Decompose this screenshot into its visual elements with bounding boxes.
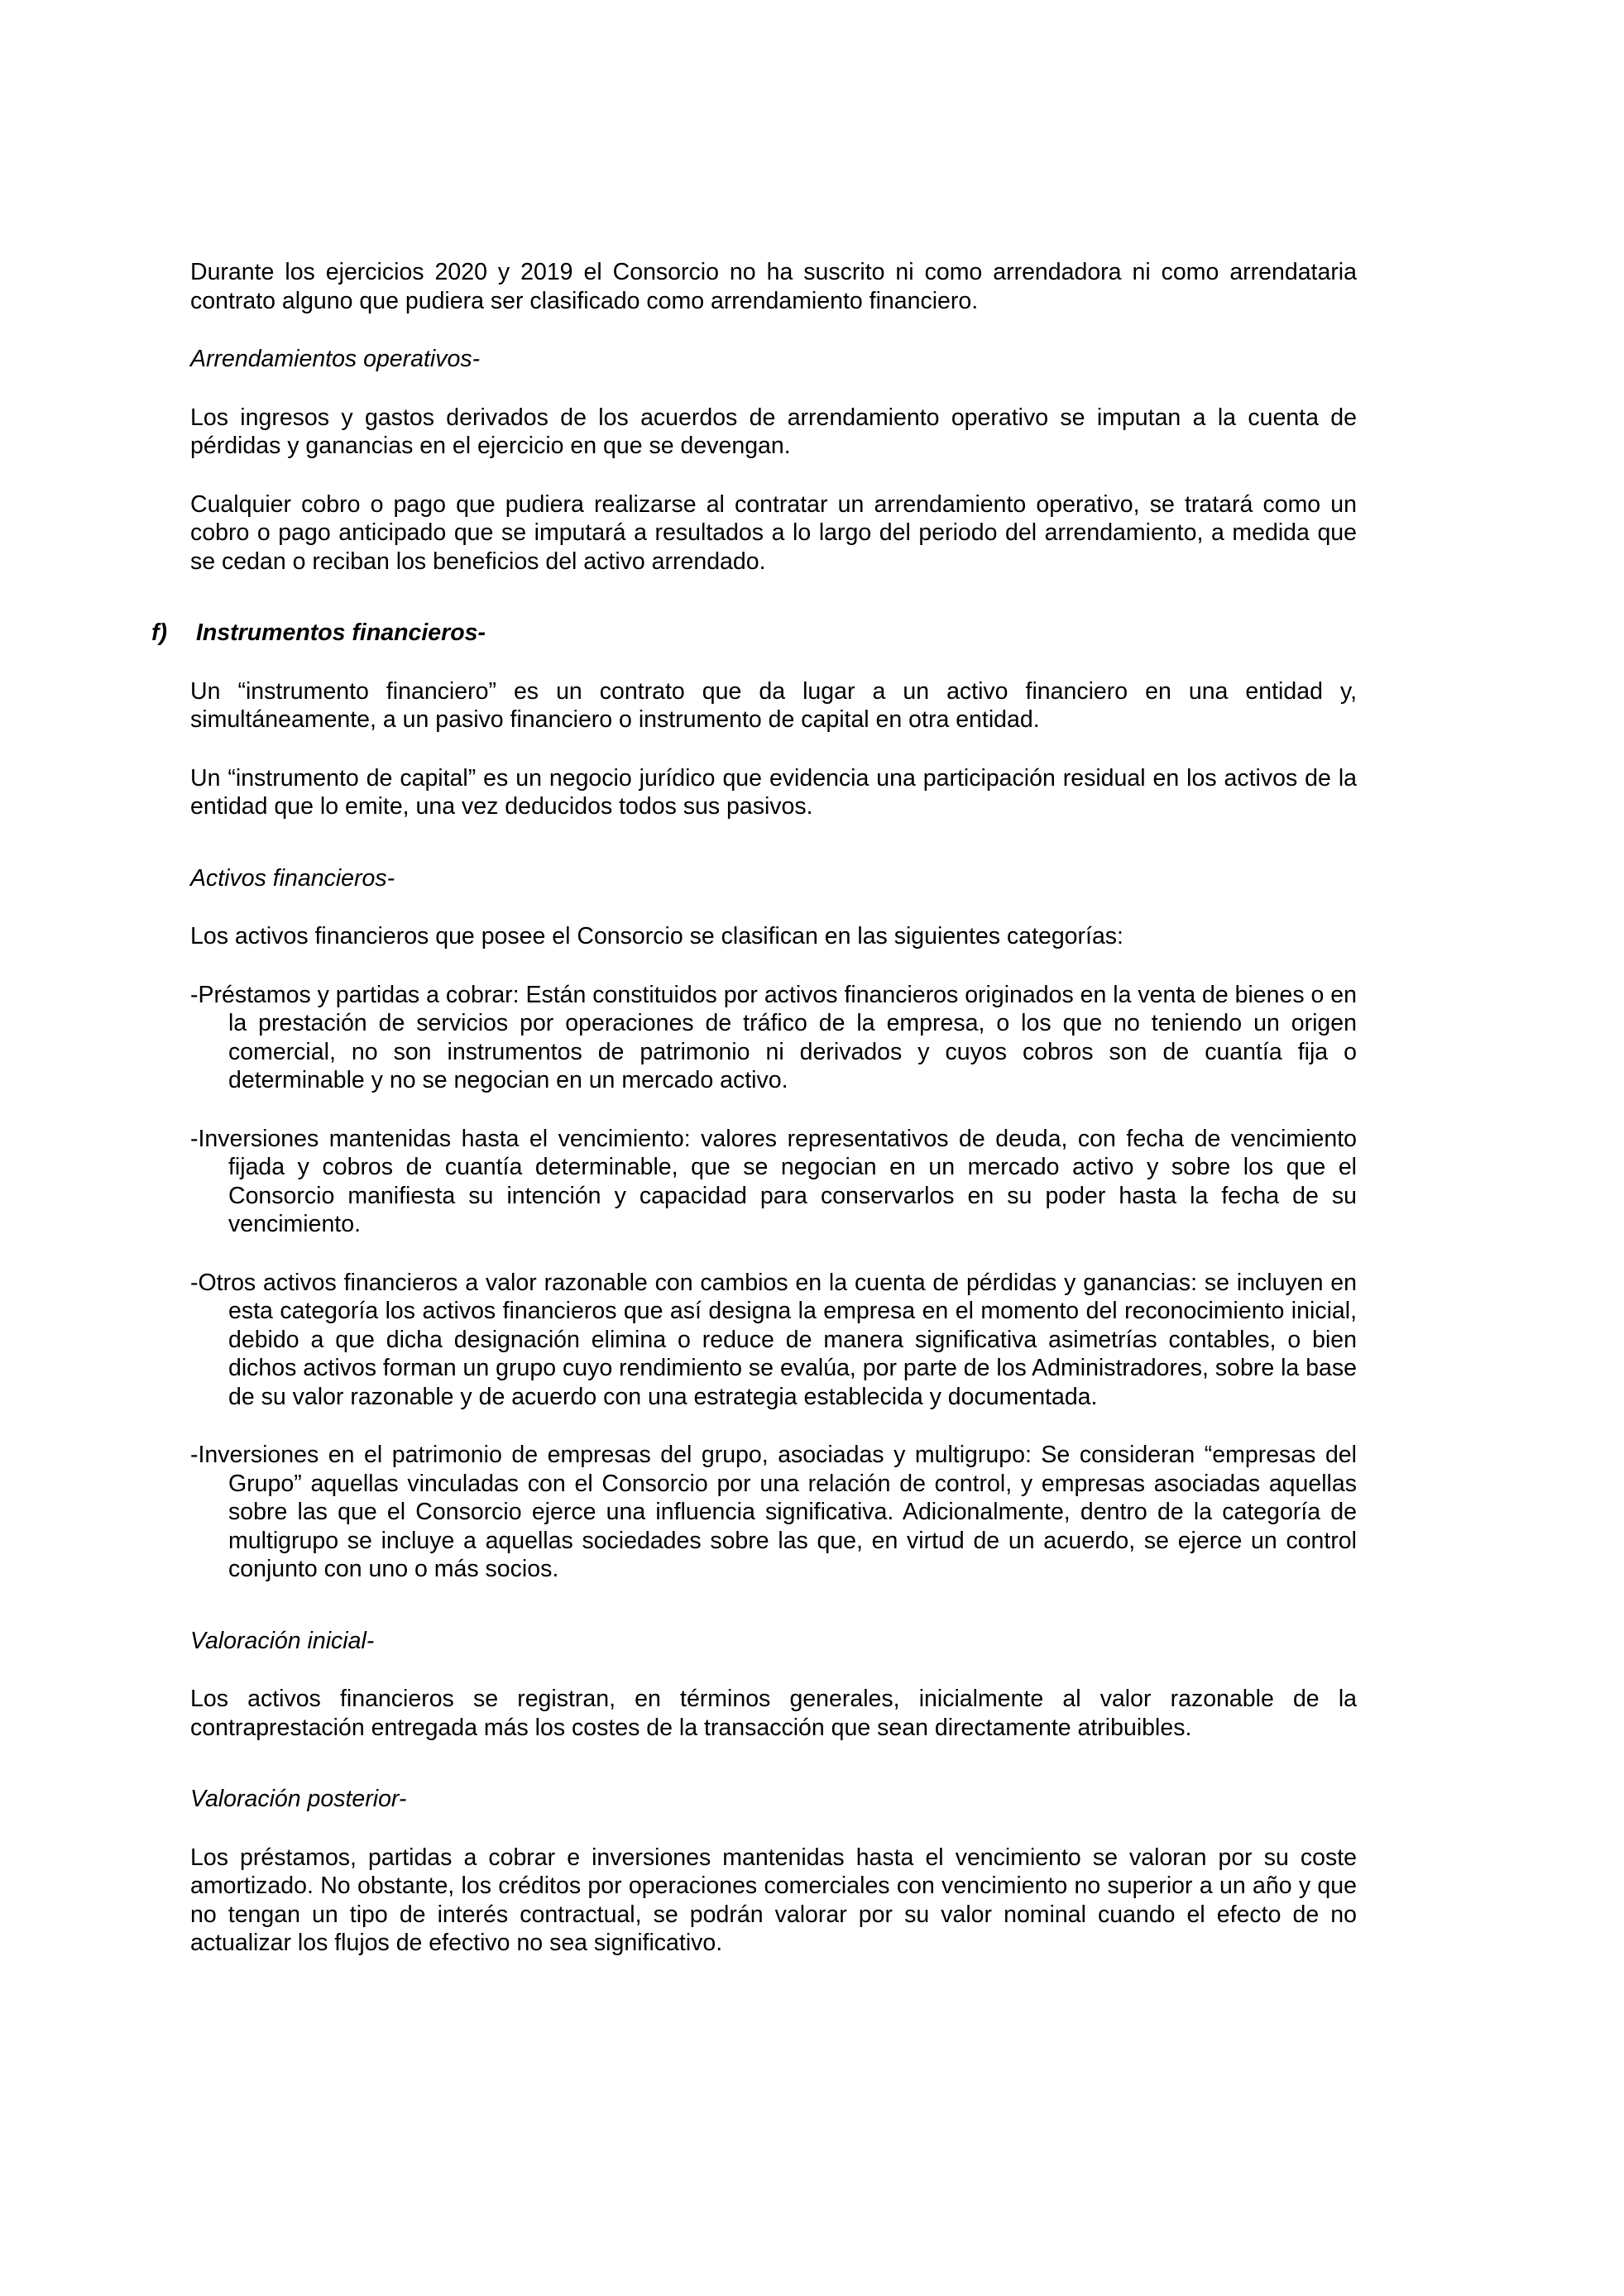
paragraph-instrumento-financiero: Un “instrumento financiero” es un contrato que da lugar a un activo financiero en una entidad y, simultáneamente, a un pasivo financiero o instrumento de capital en otra entidad. [190,677,1357,733]
paragraph-categorias: Los activos financieros que posee el Consorcio se clasifican en las siguientes categorías: [190,923,1123,949]
paragraph-valoracion-inicial: Los activos financieros se registran, en términos generales, inicialmente al valor razonable de la contraprestación entregada más los costes de la transacción que sean directamente atribuibles. [190,1686,1357,1741]
subheading-valoracion-inicial: Valoración inicial- [190,1627,375,1654]
list-item-otros-activos: -Otros activos financieros a valor razonable con cambios en la cuenta de pérdidas y ganancias: se incluyen en esta categoría los activos financieros que así designa la empresa en el momento del reconocimiento inicial, debido a que dicha designación elimina o reduce de manera significativa asimetrías contables, o bien dichos activos forman un grupo cuyo rendimiento se evalúa, por parte de los Administradores, sobre la base de su valor razonable y de acuerdo con una estrategia establecida y documentada. [190,1269,1358,1410]
section-title: Instrumentos financieros- [196,619,486,646]
paragraph-valoracion-posterior: Los préstamos, partidas a cobrar e inversiones mantenidas hasta el vencimiento se valoran por su coste amortizado. No obstante, los créditos por operaciones comerciales con vencimiento no superior a un año y que no tengan un tipo de interés contractual, se podrán valorar por su valor nominal cuando el efecto de no actualizar los flujos de efectivo no sea significativo. [190,1844,1357,1956]
list-item-inversiones-vencimiento: -Inversiones mantenidas hasta el vencimiento: valores representativos de deuda, con fecha de vencimiento fijada y cobros de cuantía determinable, que se negocian en un mercado activo y sobre los que el Consorcio manifiesta su intención y capacidad para conservarlos en su poder hasta la fecha de su vencimiento. [190,1125,1357,1237]
page-content [151,258,1358,1958]
section-heading-instrumentos-financieros [151,619,1357,648]
paragraph-arrendamiento-financiero: Durante los ejercicios 2020 y 2019 el Consorcio no ha suscrito ni como arrendadora ni como arrendataria contrato alguno que pudiera ser clasificado como arrendamiento financiero. [190,259,1357,314]
paragraph-ingresos-gastos: Los ingresos y gastos derivados de los acuerdos de arrendamiento operativo se imputan a la cuenta de pérdidas y ganancias en el ejercicio en que se devengan. [190,404,1357,459]
list-item-prestamos: -Préstamos y partidas a cobrar: Están constituidos por activos financieros originados en la venta de bienes o en la prestación de servicios por operaciones de tráfico de la empresa, o los que no teniendo un origen comercial, no son instrumentos de patrimonio ni derivados y cuyos cobros son de cuantía fija o determinable y no se negocian en un mercado activo. [190,981,1357,1093]
paragraph-instrumento-capital: Un “instrumento de capital” es un negocio jurídico que evidencia una participación residual en los activos de la entidad que lo emite, una vez deducidos todos sus pasivos. [190,764,1357,820]
subheading-valoracion-posterior: Valoración posterior- [190,1786,407,1812]
section-letter: f) [151,619,167,646]
subheading-arrendamientos-operativos: Arrendamientos operativos- [190,346,481,372]
list-item-inversiones-patrimonio: -Inversiones en el patrimonio de empresas del grupo, asociadas y multigrupo: Se consideran “empresas del Grupo” aquellas vinculadas con el Consorcio por una relación de control, y empresas asociadas aquellas sobre las que el Consorcio ejerce una influencia significativa. Adicionalmente, dentro de la categoría de multigrupo se incluye a aquellas sociedades sobre las que, en virtud de un acuerdo, se ejerce un control conjunto con uno o más socios. [190,1442,1357,1582]
paragraph-cobro-pago: Cualquier cobro o pago que pudiera realizarse al contratar un arrendamiento operativo, se tratará como un cobro o pago anticipado que se imputará a resultados a lo largo del periodo del arrendamiento, a medida que se cedan o reciban los beneficios del activo arrendado. [190,490,1357,575]
subheading-activos-financieros: Activos financieros- [190,864,395,892]
